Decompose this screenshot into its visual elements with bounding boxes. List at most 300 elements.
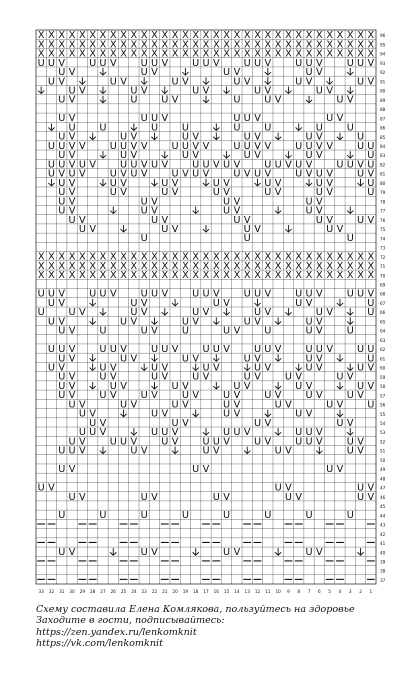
v-stitch-symbol: V [316,57,323,69]
v-stitch-symbol: V [79,168,86,180]
cross-stitch-symbol: X [109,39,117,51]
v-stitch-symbol: V [285,159,292,171]
row-number-label: 43 [380,522,386,528]
cross-stitch-symbol: X [264,251,272,263]
u-stitch-symbol: U [58,205,66,217]
u-stitch-symbol: U [37,307,45,319]
u-stitch-symbol: U [99,371,107,383]
v-stitch-symbol: V [243,168,251,180]
u-stitch-symbol: U [212,436,220,448]
v-stitch-symbol: V [182,380,189,392]
u-stitch-symbol: U [192,85,200,97]
v-stitch-symbol: V [254,371,261,383]
u-stitch-symbol: U [130,307,138,319]
v-stitch-symbol: V [130,399,138,411]
cross-stitch-symbol: X [305,260,313,272]
u-stitch-symbol: U [356,288,365,300]
v-stitch-symbol: V [254,224,261,236]
cross-stitch-symbol: X [161,270,169,282]
u-stitch-symbol: U [99,122,107,134]
u-stitch-symbol: U [150,57,159,69]
v-stitch-symbol: V [161,57,169,69]
u-stitch-symbol: U [120,316,128,328]
cross-stitch-symbol: X [223,251,230,263]
u-stitch-symbol: U [130,297,138,309]
cross-stitch-symbol: X [99,30,107,42]
column-number-label: 24 [131,589,137,594]
cross-stitch-symbol: X [254,270,261,282]
u-stitch-symbol: U [326,399,334,411]
v-stitch-symbol: V [171,177,179,189]
u-stitch-symbol: U [223,325,231,337]
u-stitch-symbol: U [253,436,262,448]
v-stitch-symbol: V [285,445,292,457]
u-stitch-symbol: U [223,427,231,439]
v-stitch-symbol: V [58,297,66,309]
u-stitch-symbol: U [171,168,179,180]
cross-stitch-symbol: X [233,39,241,51]
v-stitch-symbol: V [68,390,76,402]
row-number-label: 74 [380,236,386,242]
row-number-label: 81 [380,171,386,177]
u-stitch-symbol: U [253,85,262,97]
v-stitch-symbol: V [233,67,241,79]
v-stitch-symbol: V [171,427,179,439]
v-stitch-symbol: V [367,168,375,180]
u-stitch-symbol: U [243,113,251,125]
u-stitch-symbol: U [202,57,210,69]
u-stitch-symbol: U [37,288,45,300]
cross-stitch-symbol: X [37,251,45,263]
v-stitch-symbol: V [130,353,138,365]
column-number-label: 23 [141,589,147,594]
u-stitch-symbol: U [120,159,128,171]
u-stitch-symbol: U [253,168,262,180]
cross-stitch-symbol: X [79,251,86,263]
cross-stitch-symbol: X [346,260,354,272]
column-number-label: 32 [48,589,55,594]
u-stitch-symbol: U [264,390,272,402]
v-stitch-symbol: V [192,353,200,365]
u-stitch-symbol: U [367,150,375,162]
v-stitch-symbol: V [130,150,138,162]
v-stitch-symbol: V [233,408,241,420]
v-stitch-symbol: V [202,371,210,383]
cross-stitch-symbol: X [212,30,220,42]
row-number-label: 87 [380,116,386,122]
v-stitch-symbol: V [202,307,210,319]
u-stitch-symbol: U [367,187,375,199]
cross-stitch-symbol: X [120,30,127,42]
u-stitch-symbol: U [274,159,282,171]
cross-stitch-symbol: X [336,260,344,272]
cross-stitch-symbol: X [171,48,179,60]
u-stitch-symbol: U [58,510,66,522]
row-number-label: 67 [380,300,386,306]
u-stitch-symbol: U [356,491,365,503]
cross-stitch-symbol: X [140,251,148,263]
v-stitch-symbol: V [140,140,148,152]
v-stitch-symbol: V [305,159,313,171]
v-stitch-symbol: V [254,131,261,143]
u-stitch-symbol: U [58,547,66,559]
row-number-label: 62 [380,347,386,353]
row-number-label: 72 [380,254,386,260]
u-stitch-symbol: U [37,482,45,494]
u-stitch-symbol: U [192,288,200,300]
u-stitch-symbol: U [305,140,313,152]
row-number-label: 63 [380,337,386,343]
cross-stitch-symbol: X [37,39,45,51]
u-stitch-symbol: U [89,427,97,439]
u-stitch-symbol: U [161,224,169,236]
cross-stitch-symbol: X [161,30,169,42]
u-stitch-symbol: U [223,547,231,559]
u-stitch-symbol: U [253,288,262,300]
v-stitch-symbol: V [212,159,220,171]
u-stitch-symbol: U [150,427,159,439]
v-stitch-symbol: V [202,140,210,152]
cross-stitch-symbol: X [285,30,292,42]
u-stitch-symbol: U [305,353,313,365]
column-number-label: 7 [307,589,311,594]
u-stitch-symbol: U [120,399,128,411]
column-number-label: 6 [317,589,321,594]
cross-stitch-symbol: X [357,30,364,42]
v-stitch-symbol: V [109,288,117,300]
cross-stitch-symbol: X [264,48,272,60]
row-number-label: 84 [380,144,386,150]
u-stitch-symbol: U [181,131,189,143]
v-stitch-symbol: V [109,57,117,69]
row-number-label: 46 [380,494,386,500]
column-number-label: 19 [182,589,189,594]
u-stitch-symbol: U [120,436,128,448]
u-stitch-symbol: U [367,297,375,309]
u-stitch-symbol: U [305,316,313,328]
cross-stitch-symbol: X [182,251,189,263]
caption-vk-link[interactable]: https://vk.com/lenkomknit [36,638,163,650]
u-stitch-symbol: U [47,362,56,374]
u-stitch-symbol: U [295,140,303,152]
v-stitch-symbol: V [305,76,313,88]
v-stitch-symbol: V [357,436,364,448]
v-stitch-symbol: V [68,131,76,143]
u-stitch-symbol: U [315,344,323,356]
u-stitch-symbol: U [120,353,128,365]
cross-stitch-symbol: X [264,30,272,42]
cross-stitch-symbol: X [48,270,55,282]
u-stitch-symbol: U [305,325,313,337]
cross-stitch-symbol: X [254,39,261,51]
row-number-label: 61 [380,356,386,362]
u-stitch-symbol: U [192,159,200,171]
u-stitch-symbol: U [223,159,231,171]
v-stitch-symbol: V [264,85,272,97]
cross-stitch-symbol: X [151,260,158,272]
v-stitch-symbol: V [182,417,189,429]
u-stitch-symbol: U [171,76,179,88]
u-stitch-symbol: U [78,427,86,439]
column-number-label: 17 [203,589,209,594]
v-stitch-symbol: V [264,168,272,180]
u-stitch-symbol: U [295,427,303,439]
row-number-label: 83 [380,153,386,159]
cross-stitch-symbol: X [305,39,313,51]
row-number-label: 77 [380,208,386,214]
row-number-label: 73 [380,245,386,251]
v-stitch-symbol: V [140,85,148,97]
v-stitch-symbol: V [140,168,148,180]
cross-stitch-symbol: X [130,39,138,51]
v-stitch-symbol: V [171,187,179,199]
v-stitch-symbol: V [120,177,127,189]
cross-stitch-symbol: X [120,260,127,272]
v-stitch-symbol: V [79,445,86,457]
v-stitch-symbol: V [151,196,158,208]
cross-stitch-symbol: X [346,39,354,51]
u-stitch-symbol: U [356,57,365,69]
u-stitch-symbol: U [356,76,365,88]
cross-stitch-symbol: X [192,270,200,282]
row-number-label: 59 [380,374,386,380]
v-stitch-symbol: V [130,436,138,448]
u-stitch-symbol: U [161,177,169,189]
u-stitch-symbol: U [58,353,66,365]
cross-stitch-symbol: X [346,48,354,60]
cross-stitch-symbol: X [120,48,127,60]
row-number-label: 49 [380,467,386,473]
v-stitch-symbol: V [316,353,323,365]
cross-stitch-symbol: X [223,39,230,51]
v-stitch-symbol: V [285,482,292,494]
u-stitch-symbol: U [315,187,323,199]
v-stitch-symbol: V [99,417,107,429]
u-stitch-symbol: U [109,140,117,152]
u-stitch-symbol: U [181,316,189,328]
u-stitch-symbol: U [284,491,292,503]
v-stitch-symbol: V [79,399,86,411]
u-stitch-symbol: U [326,224,334,236]
v-stitch-symbol: V [233,399,241,411]
v-stitch-symbol: V [68,547,76,559]
u-stitch-symbol: U [47,159,56,171]
u-stitch-symbol: U [99,325,107,337]
v-stitch-symbol: V [171,436,179,448]
u-stitch-symbol: U [181,353,189,365]
v-stitch-symbol: V [274,344,282,356]
u-stitch-symbol: U [233,76,241,88]
cross-stitch-symbol: X [223,30,230,42]
v-stitch-symbol: V [367,380,375,392]
v-stitch-symbol: V [58,362,66,374]
cross-stitch-symbol: X [274,39,282,51]
v-stitch-symbol: V [233,390,241,402]
u-stitch-symbol: U [367,353,375,365]
cross-stitch-symbol: X [79,270,86,282]
cross-stitch-symbol: X [161,39,169,51]
u-stitch-symbol: U [243,288,251,300]
u-stitch-symbol: U [47,140,56,152]
row-number-label: 75 [380,227,386,233]
cross-stitch-symbol: X [367,251,375,263]
column-number-label: 12 [254,589,261,594]
v-stitch-symbol: V [305,297,313,309]
v-stitch-symbol: V [79,214,86,226]
row-number-label: 76 [380,217,386,223]
cross-stitch-symbol: X [326,260,333,272]
v-stitch-symbol: V [161,159,169,171]
cross-stitch-symbol: X [130,260,138,272]
row-number-label: 37 [380,577,386,583]
u-stitch-symbol: U [78,224,86,236]
u-stitch-symbol: U [253,417,262,429]
u-stitch-symbol: U [212,187,220,199]
u-stitch-symbol: U [150,371,159,383]
u-stitch-symbol: U [47,57,56,69]
u-stitch-symbol: U [264,510,272,522]
v-stitch-symbol: V [68,159,76,171]
cross-stitch-symbol: X [37,260,45,272]
v-stitch-symbol: V [367,288,375,300]
cross-stitch-symbol: X [357,39,364,51]
cross-stitch-symbol: X [68,260,76,272]
cross-stitch-symbol: X [336,270,344,282]
u-stitch-symbol: U [109,436,117,448]
u-stitch-symbol: U [68,491,76,503]
u-stitch-symbol: U [130,159,138,171]
column-number-label: 28 [89,589,96,594]
v-stitch-symbol: V [326,344,333,356]
row-number-label: 39 [380,559,386,565]
column-number-label: 5 [328,589,331,594]
u-stitch-symbol: U [233,113,241,125]
u-stitch-symbol: U [202,288,210,300]
cross-stitch-symbol: X [109,30,117,42]
cross-stitch-symbol: X [130,251,138,263]
cross-stitch-symbol: X [48,30,55,42]
row-number-label: 55 [380,411,386,417]
v-stitch-symbol: V [140,445,148,457]
row-number-label: 86 [380,125,386,131]
u-stitch-symbol: U [130,94,138,106]
row-number-label: 94 [380,51,386,57]
row-number-label: 41 [380,541,386,547]
v-stitch-symbol: V [264,140,272,152]
u-stitch-symbol: U [58,131,66,143]
u-stitch-symbol: U [212,177,220,189]
cross-stitch-symbol: X [192,260,200,272]
u-stitch-symbol: U [305,362,313,374]
u-stitch-symbol: U [99,390,107,402]
u-stitch-symbol: U [305,150,313,162]
cross-stitch-symbol: X [171,39,179,51]
cross-stitch-symbol: X [192,251,200,263]
column-number-label: 22 [151,589,158,594]
u-stitch-symbol: U [68,445,76,457]
u-stitch-symbol: U [58,177,66,189]
u-stitch-symbol: U [295,297,303,309]
caption-zen-link[interactable]: https://zen.yandex.ru/lenkomknit [36,626,197,638]
v-stitch-symbol: V [68,205,76,217]
u-stitch-symbol: U [346,436,354,448]
u-stitch-symbol: U [47,316,56,328]
cross-stitch-symbol: X [151,270,158,282]
cross-stitch-symbol: X [326,39,333,51]
v-stitch-symbol: V [346,371,354,383]
cross-stitch-symbol: X [161,251,169,263]
u-stitch-symbol: U [346,57,354,69]
v-stitch-symbol: V [120,187,127,199]
v-stitch-symbol: V [367,57,375,69]
u-stitch-symbol: U [336,94,344,106]
v-stitch-symbol: V [336,113,344,125]
v-stitch-symbol: V [68,94,76,106]
row-number-label: 80 [380,180,386,186]
u-stitch-symbol: U [315,307,323,319]
cross-stitch-symbol: X [182,48,189,60]
u-stitch-symbol: U [109,168,117,180]
u-stitch-symbol: U [58,445,66,457]
u-stitch-symbol: U [140,325,148,337]
cross-stitch-symbol: X [233,30,241,42]
v-stitch-symbol: V [316,131,323,143]
row-number-label: 57 [380,393,386,399]
v-stitch-symbol: V [223,177,230,189]
u-stitch-symbol: U [223,510,231,522]
u-stitch-symbol: U [295,380,303,392]
u-stitch-symbol: U [181,325,189,337]
u-stitch-symbol: U [315,85,323,97]
row-number-label: 93 [380,60,386,66]
cross-stitch-symbol: X [130,30,138,42]
row-number-label: 42 [380,531,386,537]
u-stitch-symbol: U [58,344,66,356]
v-stitch-symbol: V [326,177,333,189]
cross-stitch-symbol: X [79,260,86,272]
u-stitch-symbol: U [212,491,220,503]
cross-stitch-symbol: X [212,270,220,282]
cross-stitch-symbol: X [367,260,375,272]
cross-stitch-symbol: X [305,270,313,282]
u-stitch-symbol: U [315,122,323,134]
cross-stitch-symbol: X [346,30,354,42]
cross-stitch-symbol: X [316,48,323,60]
v-stitch-symbol: V [233,547,241,559]
v-stitch-symbol: V [243,214,251,226]
column-number-label: 4 [338,589,342,594]
u-stitch-symbol: U [192,168,200,180]
u-stitch-symbol: U [140,233,148,245]
column-number-label: 26 [110,589,116,594]
v-stitch-symbol: V [316,362,323,374]
column-number-label: 30 [69,589,75,594]
cross-stitch-symbol: X [192,39,200,51]
cross-stitch-symbol: X [89,270,96,282]
row-number-label: 44 [380,513,386,519]
cross-stitch-symbol: X [89,260,96,272]
u-stitch-symbol: U [68,168,76,180]
v-stitch-symbol: V [161,371,169,383]
cross-stitch-symbol: X [99,48,107,60]
v-stitch-symbol: V [151,67,158,79]
cross-stitch-symbol: X [182,30,189,42]
row-number-label: 45 [380,504,386,510]
u-stitch-symbol: U [346,233,354,245]
cross-stitch-symbol: X [48,48,55,60]
u-stitch-symbol: U [264,187,272,199]
cross-stitch-symbol: X [109,260,117,272]
